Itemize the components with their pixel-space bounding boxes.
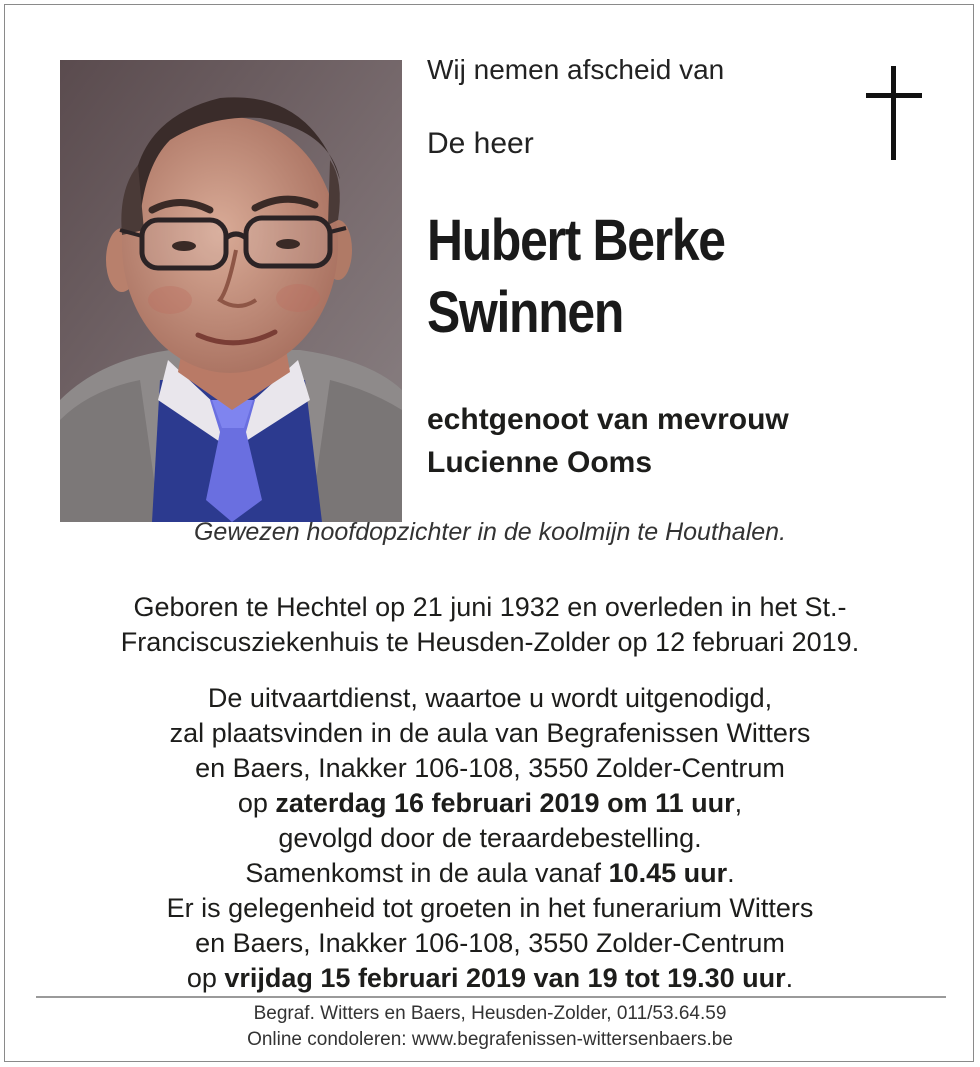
funeral-line-7: Er is gelegenheid tot groeten in het funerarium Witters	[166, 893, 814, 923]
name-line-1: Hubert Berke	[427, 208, 725, 273]
funeral-line-2: zal plaatsvinden in de aula van Begrafenissen Witters	[169, 718, 811, 748]
funeral-line-4: op zaterdag 16 februari 2019 om 11 uur,	[237, 788, 743, 818]
spouse-line-1: echtgenoot van mevrouw	[427, 403, 789, 436]
footer	[0, 1001, 980, 1053]
portrait-photo	[60, 60, 402, 522]
birth-line-1: Geboren te Hechtel op 21 juni 1932 en overleden in het St.-	[133, 592, 847, 622]
funeral-line-3: en Baers, Inakker 106-108, 3550 Zolder-Centrum	[195, 753, 785, 783]
funeral-info	[0, 681, 980, 996]
visitation-date: vrijdag 15 februari 2019 van 19 tot 19.30 uur	[224, 963, 786, 993]
deceased-name	[427, 205, 725, 349]
funeral-line-5: gevolgd door de teraardebestelling.	[278, 823, 702, 853]
spouse-line-2: Lucienne Ooms	[427, 446, 653, 479]
occupation-text: Gewezen hoofdopzichter in de koolmijn te Houthalen.	[193, 518, 787, 546]
birth-death-info	[0, 590, 980, 660]
funeral-line-6: Samenkomst in de aula vanaf 10.45 uur.	[245, 858, 735, 888]
name-line-2: Swinnen	[427, 280, 624, 345]
gathering-time: 10.45 uur	[608, 858, 728, 888]
birth-line-2: Franciscusziekenhuis te Heusden-Zolder op 12 februari 2019.	[120, 627, 860, 657]
funeral-line-1: De uitvaartdienst, waartoe u wordt uitgenodigd,	[207, 683, 773, 713]
funeral-date: zaterdag 16 februari 2019 om 11 uur	[275, 788, 735, 818]
honorific: De heer	[427, 127, 534, 160]
spouse-info	[427, 398, 789, 484]
cross-icon	[866, 66, 922, 160]
intro-text: Wij nemen afscheid van	[427, 54, 725, 85]
footer-contact: Begraf. Witters en Baers, Heusden-Zolder, 011/53.64.59	[253, 1003, 727, 1024]
funeral-line-8: en Baers, Inakker 106-108, 3550 Zolder-Centrum	[195, 928, 785, 958]
footer-condolence-link[interactable]: Online condoleren: www.begrafenissen-wittersenbaers.be	[247, 1029, 733, 1050]
footer-divider	[36, 996, 946, 998]
funeral-line-9: op vrijdag 15 februari 2019 van 19 tot 19.30 uur.	[186, 963, 794, 993]
